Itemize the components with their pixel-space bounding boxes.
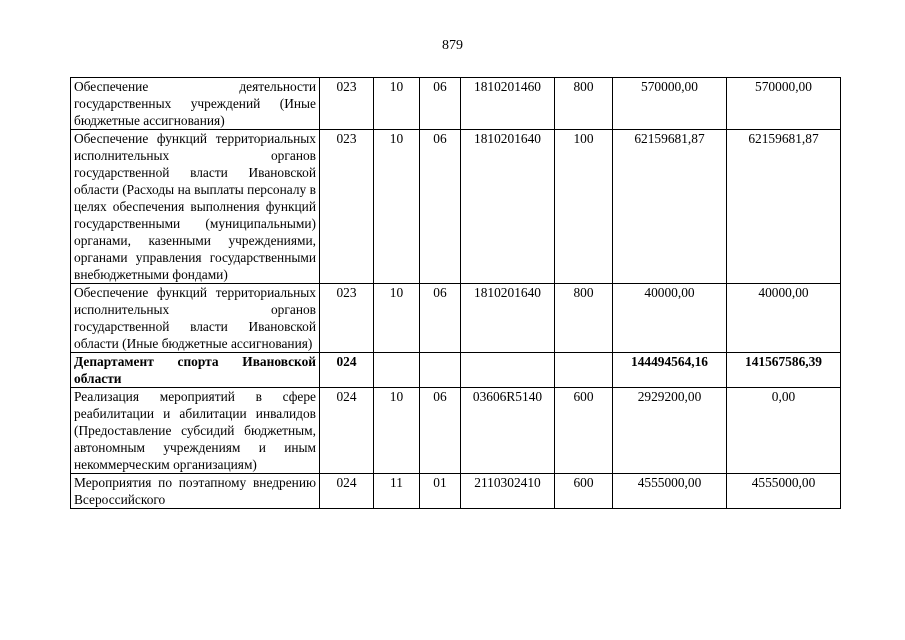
page-number: 879	[442, 38, 463, 53]
expense-type-cell	[555, 353, 613, 388]
row-name-cell: Обеспечение функций территориальных исполнительных органов государственной власти Ивановской области (Расходы на выплаты персоналу в целях обеспечения выполнения функций государственными (муниципальными) органами, казенными учреждениями, органами управления государственными внебюджетными фондами)	[71, 130, 320, 284]
target-article-cell: 1810201640	[461, 284, 555, 353]
expense-type-cell: 800	[555, 78, 613, 130]
section-cell: 10	[374, 284, 420, 353]
table-row	[71, 78, 841, 130]
amount-year1-cell: 570000,00	[613, 78, 727, 130]
row-name-cell: Департамент спорта Ивановской области	[71, 353, 320, 388]
target-article-cell: 03606R5140	[461, 388, 555, 474]
amount-year1-cell: 2929200,00	[613, 388, 727, 474]
table-row	[71, 130, 841, 284]
target-article-cell: 2110302410	[461, 474, 555, 509]
amount-year1-cell: 40000,00	[613, 284, 727, 353]
subsection-cell: 01	[420, 474, 461, 509]
glav-cell: 024	[320, 388, 374, 474]
expense-type-cell: 100	[555, 130, 613, 284]
expense-type-cell: 800	[555, 284, 613, 353]
amount-year2-cell: 570000,00	[727, 78, 841, 130]
table-row	[71, 388, 841, 474]
table-row	[71, 474, 841, 509]
subsection-cell: 06	[420, 130, 461, 284]
section-cell: 10	[374, 388, 420, 474]
budget-table	[70, 77, 841, 509]
row-name-cell: Мероприятия по поэтапному внедрению Всероссийского	[71, 474, 320, 509]
target-article-cell: 1810201640	[461, 130, 555, 284]
amount-year1-cell: 62159681,87	[613, 130, 727, 284]
amount-year2-cell: 0,00	[727, 388, 841, 474]
glav-cell: 023	[320, 284, 374, 353]
expense-type-cell: 600	[555, 474, 613, 509]
glav-cell: 024	[320, 474, 374, 509]
glav-cell: 023	[320, 130, 374, 284]
section-cell	[374, 353, 420, 388]
subsection-cell: 06	[420, 388, 461, 474]
section-cell: 11	[374, 474, 420, 509]
section-cell: 10	[374, 130, 420, 284]
subsection-cell: 06	[420, 78, 461, 130]
table-row	[71, 284, 841, 353]
section-cell: 10	[374, 78, 420, 130]
amount-year1-cell: 144494564,16	[613, 353, 727, 388]
amount-year2-cell: 141567586,39	[727, 353, 841, 388]
row-name-cell: Обеспечение функций территориальных исполнительных органов государственной власти Ивановской области (Иные бюджетные ассигнования)	[71, 284, 320, 353]
row-name-cell: Обеспечение деятельности государственных учреждений (Иные бюджетные ассигнования)	[71, 78, 320, 130]
amount-year1-cell: 4555000,00	[613, 474, 727, 509]
amount-year2-cell: 62159681,87	[727, 130, 841, 284]
amount-year2-cell: 40000,00	[727, 284, 841, 353]
subsection-cell	[420, 353, 461, 388]
target-article-cell: 1810201460	[461, 78, 555, 130]
amount-year2-cell: 4555000,00	[727, 474, 841, 509]
expense-type-cell: 600	[555, 388, 613, 474]
row-name-cell: Реализация мероприятий в сфере реабилитации и абилитации инвалидов (Предоставление субсидий бюджетным, автономным учреждениям и иным некоммерческим организациям)	[71, 388, 320, 474]
subsection-cell: 06	[420, 284, 461, 353]
glav-cell: 024	[320, 353, 374, 388]
glav-cell: 023	[320, 78, 374, 130]
table-row-department	[71, 353, 841, 388]
target-article-cell	[461, 353, 555, 388]
